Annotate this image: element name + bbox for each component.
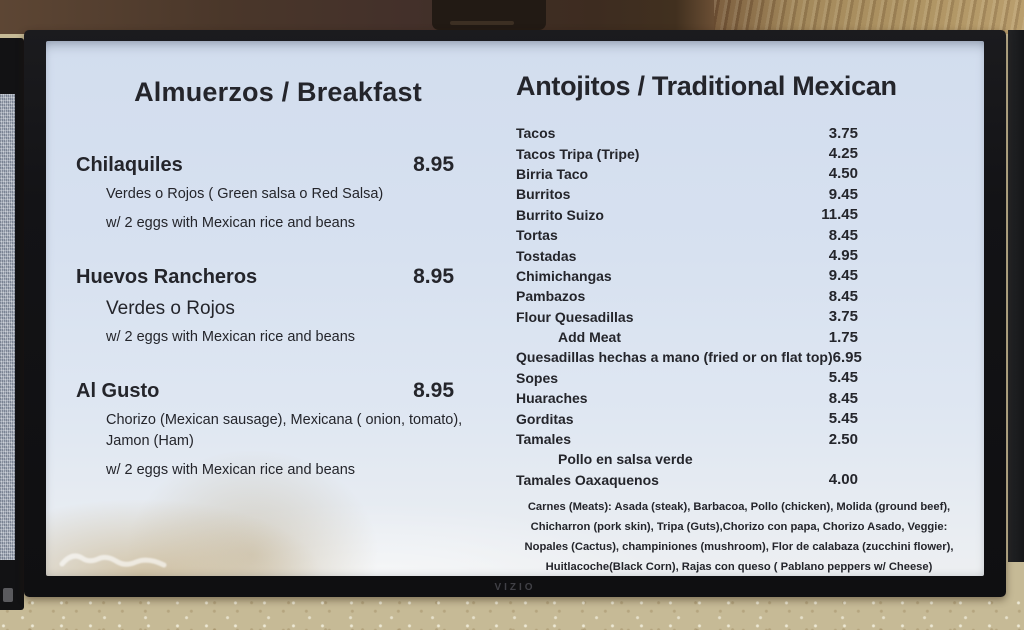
item-price: 4.00 xyxy=(828,471,858,489)
item-price: 8.95 xyxy=(413,265,454,288)
antojitos-item-list xyxy=(516,123,962,490)
tv-static-noise xyxy=(0,94,15,560)
item-price: 8.95 xyxy=(413,379,454,402)
item-name: Tacos xyxy=(516,125,556,142)
item-name: Tortas xyxy=(516,227,558,244)
menu-screen xyxy=(46,41,984,576)
item-description: Verdes o Rojos xyxy=(106,298,235,319)
adjacent-tv-left xyxy=(0,38,24,610)
item-price: 2.50 xyxy=(828,430,858,448)
item-price: 8.95 xyxy=(413,153,454,176)
item-name: Al Gusto xyxy=(76,380,160,402)
menu-item-row xyxy=(516,307,962,327)
item-name: Sopes xyxy=(516,369,559,386)
item-price: 8.45 xyxy=(828,226,858,244)
item-name: Pollo en salsa verde xyxy=(558,451,693,468)
item-price: 3.75 xyxy=(828,124,858,142)
item-name: Huaraches xyxy=(516,390,588,407)
antojitos-section-title: Antojitos / Traditional Mexican xyxy=(516,71,897,101)
menu-item-row xyxy=(516,164,962,184)
menu-item-al-gusto xyxy=(60,379,496,478)
item-price: 4.95 xyxy=(828,247,858,265)
footnote-line: Chicharron (pork skin), Tripa (Guts),Chorizo con papa, Chorizo Asado, Veggie: xyxy=(530,521,948,534)
menu-item-row xyxy=(516,449,962,469)
item-name: Huevos Rancheros xyxy=(76,266,258,288)
item-name: Gorditas xyxy=(516,410,574,427)
item-name: Tostadas xyxy=(516,247,577,264)
footnote-line: Nopales (Cactus), champiniones (mushroom), Flor de calabaza (zucchini flower), xyxy=(524,541,954,554)
item-name: Add Meat xyxy=(558,329,621,346)
adjacent-tv-right xyxy=(1008,30,1024,562)
item-name: Burritos xyxy=(516,186,571,203)
item-name: Tamales xyxy=(516,431,571,448)
item-note: w/ 2 eggs with Mexican rice and beans xyxy=(106,329,356,345)
item-name: Quesadillas hechas a mano (fried or on flat top) xyxy=(516,349,833,366)
item-price: 1.75 xyxy=(828,328,858,346)
tv-brand-logo: VIZIO xyxy=(494,582,536,593)
tv-port xyxy=(3,588,13,602)
item-name: Pambazos xyxy=(516,288,586,305)
menu-item-row xyxy=(516,347,962,367)
item-price: 9.45 xyxy=(828,185,858,203)
item-header xyxy=(60,153,496,177)
item-name: Chimichangas xyxy=(516,267,612,284)
footnote-line: Huitlacoche(Black Corn), Rajas con queso ( Pablano peppers w/ Cheese) xyxy=(545,561,933,574)
menu-item-row xyxy=(516,408,962,428)
item-price: 8.45 xyxy=(828,287,858,305)
breakfast-section-title: Almuerzos / Breakfast xyxy=(134,77,422,107)
footnote-line: Carnes (Meats): Asada (steak), Barbacoa, Pollo (chicken), Molida (ground beef), xyxy=(527,501,951,514)
menu-item-chilaquiles xyxy=(60,153,496,231)
menu-item-row xyxy=(516,266,962,286)
item-price: 5.45 xyxy=(828,410,858,428)
breakfast-section xyxy=(60,77,496,478)
item-price: 5.45 xyxy=(828,369,858,387)
item-name: Burrito Suizo xyxy=(516,206,604,223)
menu-item-row xyxy=(516,123,962,143)
item-description-line2: Jamon (Ham) xyxy=(106,433,194,449)
menu-item-row xyxy=(516,327,962,347)
wall-wood-grain xyxy=(714,0,1024,34)
item-name: Birria Taco xyxy=(516,165,589,182)
menu-item-row xyxy=(516,470,962,490)
item-price: 4.25 xyxy=(828,145,858,163)
menu-item-huevos-rancheros xyxy=(60,265,496,345)
item-description: Chorizo (Mexican sausage), Mexicana ( onion, tomato), xyxy=(106,412,463,428)
menu-item-row xyxy=(516,184,962,204)
wall-below-tv xyxy=(0,596,1024,630)
menu-item-row xyxy=(516,429,962,449)
item-description: Verdes o Rojos ( Green salsa o Red Salsa) xyxy=(106,186,384,202)
menu-item-row xyxy=(516,225,962,245)
menu-item-row xyxy=(516,205,962,225)
item-note: w/ 2 eggs with Mexican rice and beans xyxy=(106,462,356,478)
item-price: 4.50 xyxy=(828,165,858,183)
item-header xyxy=(60,379,496,403)
menu-item-row xyxy=(516,245,962,265)
item-note: w/ 2 eggs with Mexican rice and beans xyxy=(106,215,356,231)
item-price: 6.95 xyxy=(832,348,862,366)
item-price: 9.45 xyxy=(828,267,858,285)
item-name: Tamales Oaxaquenos xyxy=(516,471,659,488)
menu-item-row xyxy=(516,286,962,306)
item-name: Chilaquiles xyxy=(76,154,183,176)
item-price: 11.45 xyxy=(821,206,858,224)
antojitos-section xyxy=(516,71,962,577)
menu-item-row xyxy=(516,368,962,388)
item-name: Tacos Tripa (Tripe) xyxy=(516,145,640,162)
screen-glare-scratch xyxy=(58,542,168,572)
item-header xyxy=(60,265,496,289)
item-name: Flour Quesadillas xyxy=(516,308,634,325)
tv-mount-bracket xyxy=(432,0,546,30)
menu-tv xyxy=(24,30,1006,597)
item-price: 8.45 xyxy=(828,389,858,407)
menu-item-row xyxy=(516,143,962,163)
menu-item-row xyxy=(516,388,962,408)
item-price: 3.75 xyxy=(828,308,858,326)
meats-footnote xyxy=(516,497,962,577)
